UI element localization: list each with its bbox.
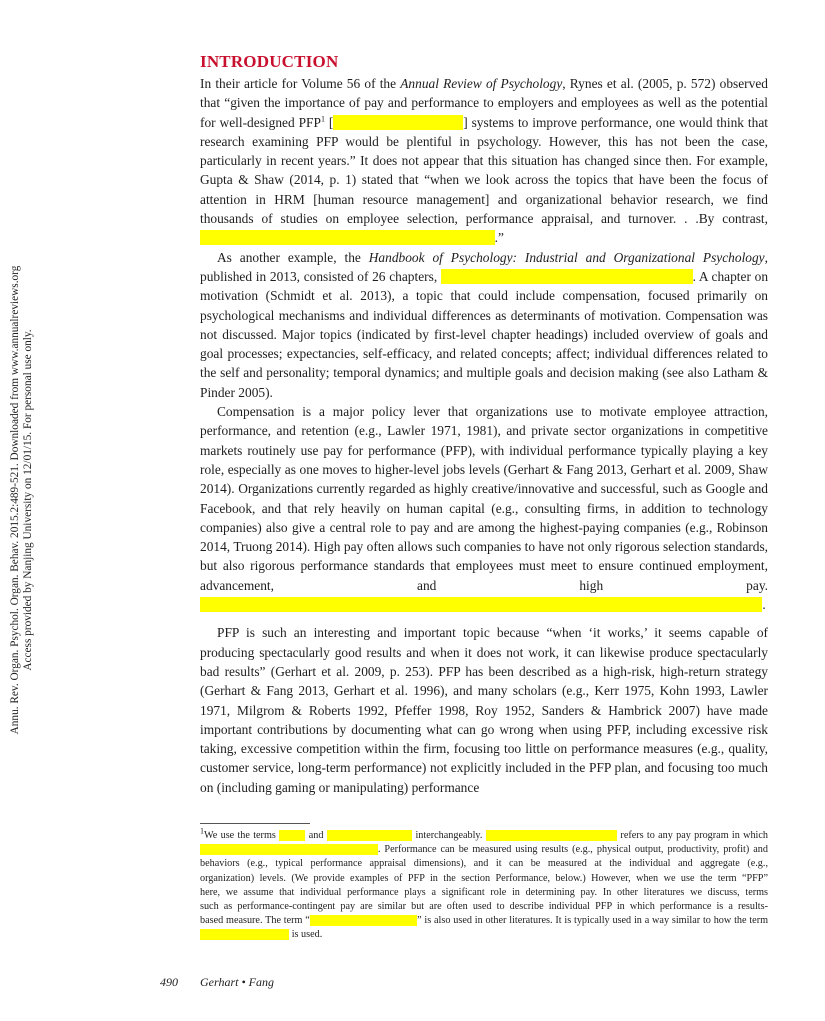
footnote-line-5: here, we assume that individual performance plays a significant role in determining pay. In other literatures we discuss, terms	[200, 886, 768, 898]
p3-text-a: Compensation is a major policy lever that organizations use to motivate employee attraction, performance, and retention (e.g., Lawler 1971, 1981), and private sector organizations in competitive markets routinely use pay for performance (PFP), with individual performance typically playing a key role, especially as one moves to higher-level jobs levels (Gerhart & Fang 2013, Gerhart et al. 2009, Shaw 2014). Organizations currently regarded as highly creative/innovative and successful, such as Google and Facebook, and that rely heavily on human capital (e.g., consulting firms, in addition to technology companies) also give a central role to pay and are among the highest-paying companies (e.g., Robinson 2014, Truong 2014). High pay often allows such companies to have not only rigorous selection standards, but also rigorous performance standards that employees must meet to ensure continued employment, advancement, and high pay.	[200, 404, 768, 593]
footnote-text: We use the terms	[204, 830, 280, 841]
footnote-text: ” is also used in other literatures. It is typically used in a way similar to how the term	[417, 915, 769, 927]
highlight-mark	[441, 269, 693, 284]
highlight-mark	[279, 830, 305, 841]
footnote-line-4: organization) levels. (We provide examples of PFP in the section Performance, below.) However, when we use the term “PFP”	[200, 872, 768, 884]
p3-text-c: .	[762, 597, 766, 613]
download-notice-sidebar	[0, 0, 45, 1021]
paragraph-4	[200, 623, 768, 797]
section-heading: INTRODUCTION	[200, 52, 339, 71]
download-notice-line-2: Access provided by Nanjing University on 12/01/15. For personal use only.	[22, 329, 34, 671]
p1-text-d: .”	[494, 230, 504, 246]
footnote-rule	[200, 823, 310, 824]
highlight-mark	[200, 230, 495, 245]
highlight-mark	[200, 844, 378, 855]
highlight-mark	[310, 915, 417, 926]
paragraph-3	[200, 402, 768, 614]
footnote-line-1	[200, 826, 769, 843]
p4-text-a: PFP is such an interesting and important topic because “when ‘it works,’ it seems capable of producing spectacularly good results and when it does not work, it can likewise produce spectacularly bad results” (Gerhart et al. 2009, p. 253). PFP has been described as a high-risk, high-return strategy (Gerhart & Fang 2013, Gerhart et al. 1996), and many scholars (e.g., Kerr 1975, Kohn 1993, Lawler 1971, Milgrom & Roberts 1992, Pfeffer 1998, Roy 1952, Sanders & Hambrick 2007) have made important contributions by documenting what can go wrong when using PFP, including excessive risk taking, excessive competition within the firm, focusing too little on performance measures (e.g., quality, customer service, long-term performance) not explicitly included in the PFP plan, and focusing too much on (including gaming or manipulating) performance	[200, 625, 768, 795]
footnote-text: refers to any pay program in which	[617, 830, 769, 841]
paragraph-2	[200, 248, 768, 402]
p2-text-b: , published in 2013, consisted of 26 chapters,	[200, 249, 768, 284]
footnote-text: interchangeably.	[412, 830, 486, 841]
page-number: 490	[160, 975, 178, 989]
footnote-text: and	[305, 830, 327, 841]
footnote-ref-1[interactable]: 1	[320, 114, 325, 124]
footnote-line-3: behaviors (e.g., typical performance appraisal dimensions), and it can be measured at the individual and aggregate (e.g.,	[200, 858, 768, 870]
footnote-line-6: such as performance-contingent pay are similar but are often used to describe individual PFP in which performance is a results-	[200, 901, 768, 913]
highlight-mark	[486, 830, 617, 841]
p2-text-c: . A chapter on motivation (Schmidt et al. 2013), a topic that could include compensation, focused primarily on psychological mechanisms and individual differences as determinants of motivation. Compensation was not discussed. Major topics (indicated by first-level chapter headings) included overview of goals and goal processes; expectancies, self-efficacy, and related concepts; affect; individual differences related to the self and personality; temporal dynamics; and multiple goals and decision making (see also Latham & Pinder 2005).	[200, 268, 769, 400]
p2-handbook-title: Handbook of Psychology: Industrial and Organizational Psychology	[368, 249, 765, 265]
download-notice-line-1: Annu. Rev. Organ. Psychol. Organ. Behav. 2015.2:489-521. Downloaded from www.annualreviews.org	[9, 265, 21, 735]
p1-journal-title: Annual Review of Psychology	[400, 76, 563, 91]
paragraph-1	[200, 74, 768, 248]
highlight-mark	[333, 115, 463, 130]
footnote-line-8	[200, 928, 768, 942]
highlight-mark	[200, 597, 762, 612]
p1-text-b: , Rynes et al. (2005, p. 572) observed that “given the importance of pay and performance to employers and employees as well as the potential for well-designed PFP	[200, 76, 768, 130]
running-authors: Gerhart • Fang	[200, 975, 274, 989]
highlight-mark	[200, 929, 289, 940]
highlight-mark	[327, 830, 412, 841]
p1-text-c: [	[324, 114, 334, 130]
footnote-line-2	[200, 843, 768, 857]
article-body	[200, 52, 768, 797]
footnote-marker: 1	[200, 826, 204, 836]
footnote-text: based measure. The term “	[200, 915, 310, 927]
download-notice	[9, 266, 35, 735]
p2-text-a: As another example, the	[217, 249, 369, 265]
footnote-1	[200, 826, 769, 943]
footnote-text: is used.	[289, 929, 323, 941]
footnote-line-7	[200, 914, 768, 928]
footnote-text: . Performance can be measured using results (e.g., physical output, productivity, profit) and	[377, 844, 768, 856]
p1-text-a: In their article for Volume 56 of the	[200, 76, 401, 91]
p1-text-c2: ] systems to improve performance, one would think that research examining PFP would be plentiful in psychology. However, this has not been the case, particularly in recent years.” It does not appear that this situation has changed since then. For example, Gupta & Shaw (2014, p. 1) stated that “when we look across the topics that have been the focus of attention in HRM [human resource management] and organizational behavior research, we find thousands of studies on employee selection, performance appraisal, and turnover. . .By contrast,	[200, 114, 769, 227]
